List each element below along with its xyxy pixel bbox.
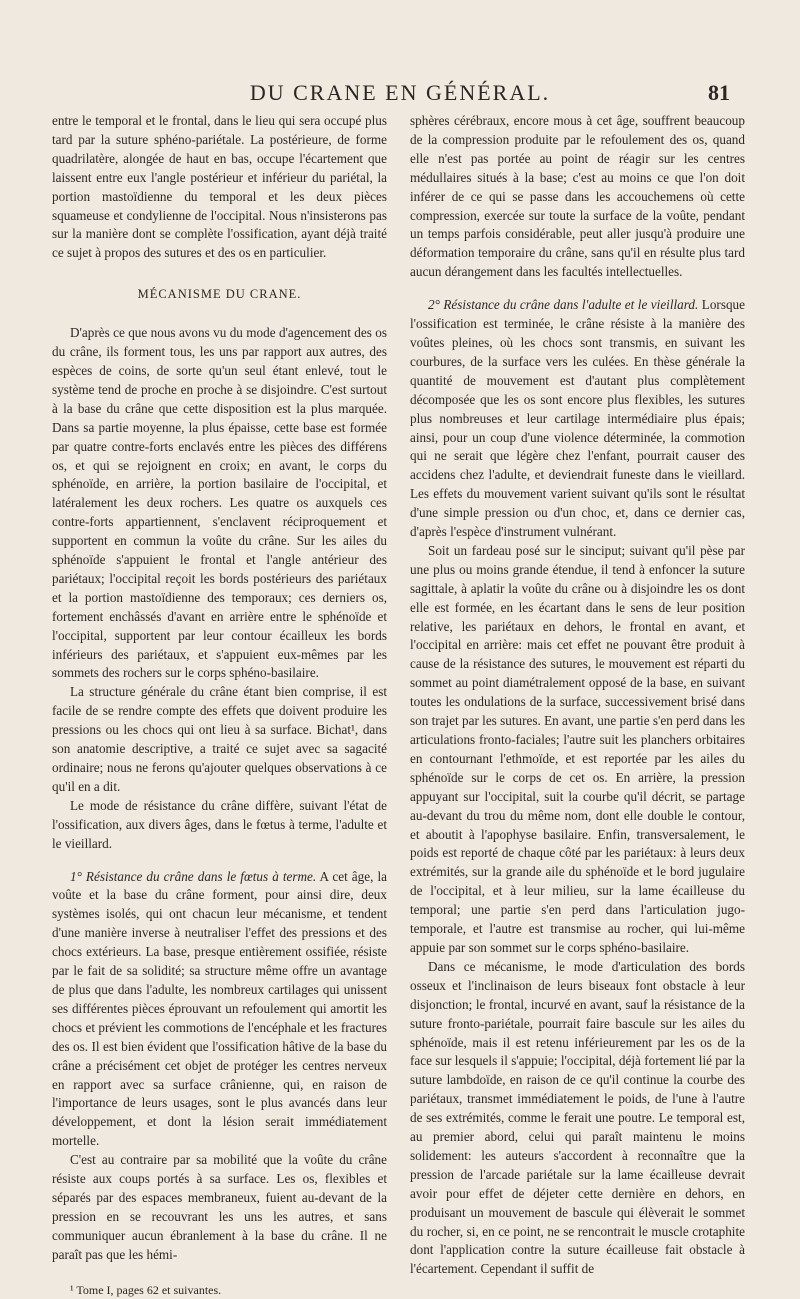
paragraph-heading: 1° Résistance du crâne dans le fœtus à terme. bbox=[70, 868, 317, 884]
left-column bbox=[52, 112, 387, 1299]
paragraph: La structure générale du crâne étant bien comprise, il est facile de se rendre compte des effets que doivent produire les pressions ou les chocs qui ont lieu à sa surface. Bichat¹, dans son anatomie descriptive, a traité ce sujet avec sa sagacité ordinaire; nous ne ferons qu'ajouter quelques observations à ce qu'il en a dit. bbox=[52, 684, 387, 794]
paragraph bbox=[410, 296, 745, 542]
paragraph bbox=[52, 868, 387, 1152]
paragraph: C'est au contraire par sa mobilité que la voûte du crâne résiste aux coups portés à sa surface. Les os, flexibles et séparés par des espaces membraneux, fuient au-devant de la pression en se recouvrant les uns les autres, et sans communiquer aucun ébranlement à la base du crâne. Il ne paraît pas que les hémi- bbox=[52, 1152, 387, 1262]
running-header: DU CRANE EN GÉNÉRAL. bbox=[249, 80, 551, 105]
page-number: 81 bbox=[708, 80, 730, 105]
right-column bbox=[410, 112, 745, 1279]
paragraph-body: Lorsque l'ossification est terminée, le crâne résiste à la manière des voûtes pleines, où les chocs sont transmis, en suivant les courbures, de la surface vers les culées. En thèse générale la quantité de mouvement est d'autant plus complètement décomposée que les os sont encore plus flexibles, les sutures plus nombreuses et leur cartilage intermédiaire plus épais; ainsi, pour un coup d'une violence déterminée, la commotion qui ne serait que légère chez l'enfant, pourrait causer des accidens chez l'adulte, et deviendrait funeste dans le vieillard. Les effets du mouvement varient suivant qu'ils sont le résultat d'une simple pression ou d'un choc, et, dans ce dernier cas, d'après l'espèce d'instrument vulnérant. bbox=[410, 297, 746, 540]
paragraph: Dans ce mécanisme, le mode d'articulation des bords osseux et l'inclinaison de leurs biseaux font obstacle à leur disjonction; le frontal, incurvé en avant, sauf la résistance de la suture fronto-pariétale, pourrait faire bascule sur les ailes du sphénoïde, mais il est retenu inférieurement par les os de la face sur lesquels il s'appuie; l'occipital, déjà fortement lié par la suture lambdoïde, en raison de ce qu'il continue la courbe des pariétaux, transmet immédiatement le poids, de l'une à l'autre de ses extrémités, comme le ferait une poutre. Le temporal est, au premier abord, celui qui paraît maintenu le moins solidement: les auteurs s'accordent à reconnaître que la pression de l'arcade pariétale sur la lame écailleuse devrait avoir pour effet de déjeter cette dernière en dehors, en produisant un mouvement de bascule qui élèverait le sommet du rocher, si, en ce point, ne se rencontrait le muscle crotaphite dont l'application contre la suture écailleuse fait obstacle à l'écartement. Cependant il suffit de bbox=[410, 958, 745, 1277]
section-heading: MÉCANISME DU CRANE. bbox=[137, 287, 302, 302]
paragraph: sphères cérébraux, encore mous à cet âge, souffrent beaucoup de la compression produite par le refoulement des os, quand elle n'est pas portée au point de réagir sur les centres médullaires situés à la base; c'est au moins ce que l'on doit inférer de ce qui se passe dans les accouchemens où cette compression, exercée sur toute la surface de la voûte, pendant un temps parfois considérable, peut aller jusqu'à produire une déformation temporaire du crâne, sans qu'il en résulte plus tard aucun dérangement dans les facultés intellectuelles. bbox=[410, 113, 745, 280]
paragraph: entre le temporal et le frontal, dans le lieu qui sera occupé plus tard par la suture sphéno-pariétale. La postérieure, de forme quadrilatère, alongée de haut en bas, occupe l'écartement que laissent entre eux l'angle postérieur et inférieur du pariétal, la portion mastoïdienne du temporal et les deux pièces squameuse et condylienne de l'occipital. Nous n'insisterons pas sur la manière dont se complète l'ossification, ayant déjà traité ce sujet à propos des sutures et des os en particulier. bbox=[52, 113, 387, 261]
paragraph-heading: 2° Résistance du crâne dans l'adulte et le vieillard. bbox=[428, 297, 699, 313]
paragraph-body: A cet âge, la voûte et la base du crâne forment, pour ainsi dire, deux systèmes isolés, qui ont chacun leur mécanisme, et tendent d'une manière inverse à neutraliser l'effet des pressions et des chocs extérieurs. La base, presque entièrement ossifiée, résiste par le fait de sa solidité; sa structure même offre un avantage de plus que dans l'adulte, les nombreux cartilages qui unissent ses différentes pièces éprouvant un refoulement qui amortit les chocs et prévient les commotions de l'encéphale et les fractures des os. Il est bien évident que l'ossification hâtive de la base du crâne a précisément cet objet de protéger les centres nerveux en rapport avec sa surface crânienne, qui, en raison de l'importance de leurs usages, sont le plus avancés dans leur développement, et dont la lésion serait immédiatement mortelle. bbox=[52, 868, 387, 1149]
footnote: ¹ Tome I, pages 62 et suivantes. bbox=[70, 1282, 222, 1297]
paragraph: Le mode de résistance du crâne diffère, suivant l'état de l'ossification, aux divers âges, dans le fœtus à terme, l'adulte et le vieillard. bbox=[52, 797, 387, 851]
paragraph: D'après ce que nous avons vu du mode d'agencement des os du crâne, ils forment tous, les uns par rapport aux autres, des espèces de coins, de sorte qu'un seul étant enlevé, tout le système tend de proche en proche à se disjoindre. C'est surtout à la base du crâne que cette disposition est la plus marquée. Dans sa partie moyenne, la plus épaisse, cette base est formée par quatre contre-forts enclavés entre les pièces des différens os, et qui se rejoignent en croix; en avant, le corps du sphénoïde, en arrière, la portion basilaire de l'occipital, et latéralement les deux rochers. Les quatre os auxquels ces contre-forts appartiennent, s'enclavent réciproquement et supportent en commun la voûte du crâne. Sur les ailes du sphénoïde s'appuient le frontal et l'angle antérieur des pariétaux; l'occipital reçoit les bords postérieurs des pariétaux et la portion mastoïdienne des temporaux; ces derniers os, fortement enchâssés d'avant en arrière entre le sphénoïde et l'occipital, supportent par leur contour écailleux les bords inférieurs des pariétaux, et s'appuient eux-mêmes par les sommets des rochers sur le corps sphéno-basilaire. bbox=[52, 325, 387, 681]
paragraph: Soit un fardeau posé sur le sinciput; suivant qu'il pèse par une plus ou moins grande étendue, il tend à enfoncer la suture sagittale, à aplatir la voûte du crâne ou à disjoindre les os dont elle est formée, en les écartant dans le sens de leur position relative, les pariétaux en dehors, le frontal en avant, et l'occipital en arrière: mais cet effet ne pouvant être produit à cause de la résistance des sutures, le mouvement est réparti du sommet au point diamétralement opposé de la base, en suivant toutes les ondulations de la surface, successivement brisé dans son trajet par les sutures. En avant, une partie s'en perd dans les articulations fronto-faciales; l'autre suit les planchers orbitaires en contournant l'ethmoïde, et est reportée par les ailes du sphénoïde sur le corps de cet os. En arrière, la pression appuyant sur l'occipital, suit la courbe qu'il décrit, se partage au-devant du trou du même nom, dont elle double le contour, et aboutit à l'apophyse basilaire. Enfin, transversalement, le poids est reporté de chaque côté par les pariétaux: à leurs deux extrémités, sur la grande aile du sphénoïde et le bord jugulaire de l'occipital, et à leur milieu, sur la lame écailleuse du temporal; une partie s'en perd dans l'articulation jugo-temporale, et l'autre est transmise au rocher, qui lui-même appuie par son sommet sur le corps sphéno-basilaire. bbox=[410, 542, 745, 955]
